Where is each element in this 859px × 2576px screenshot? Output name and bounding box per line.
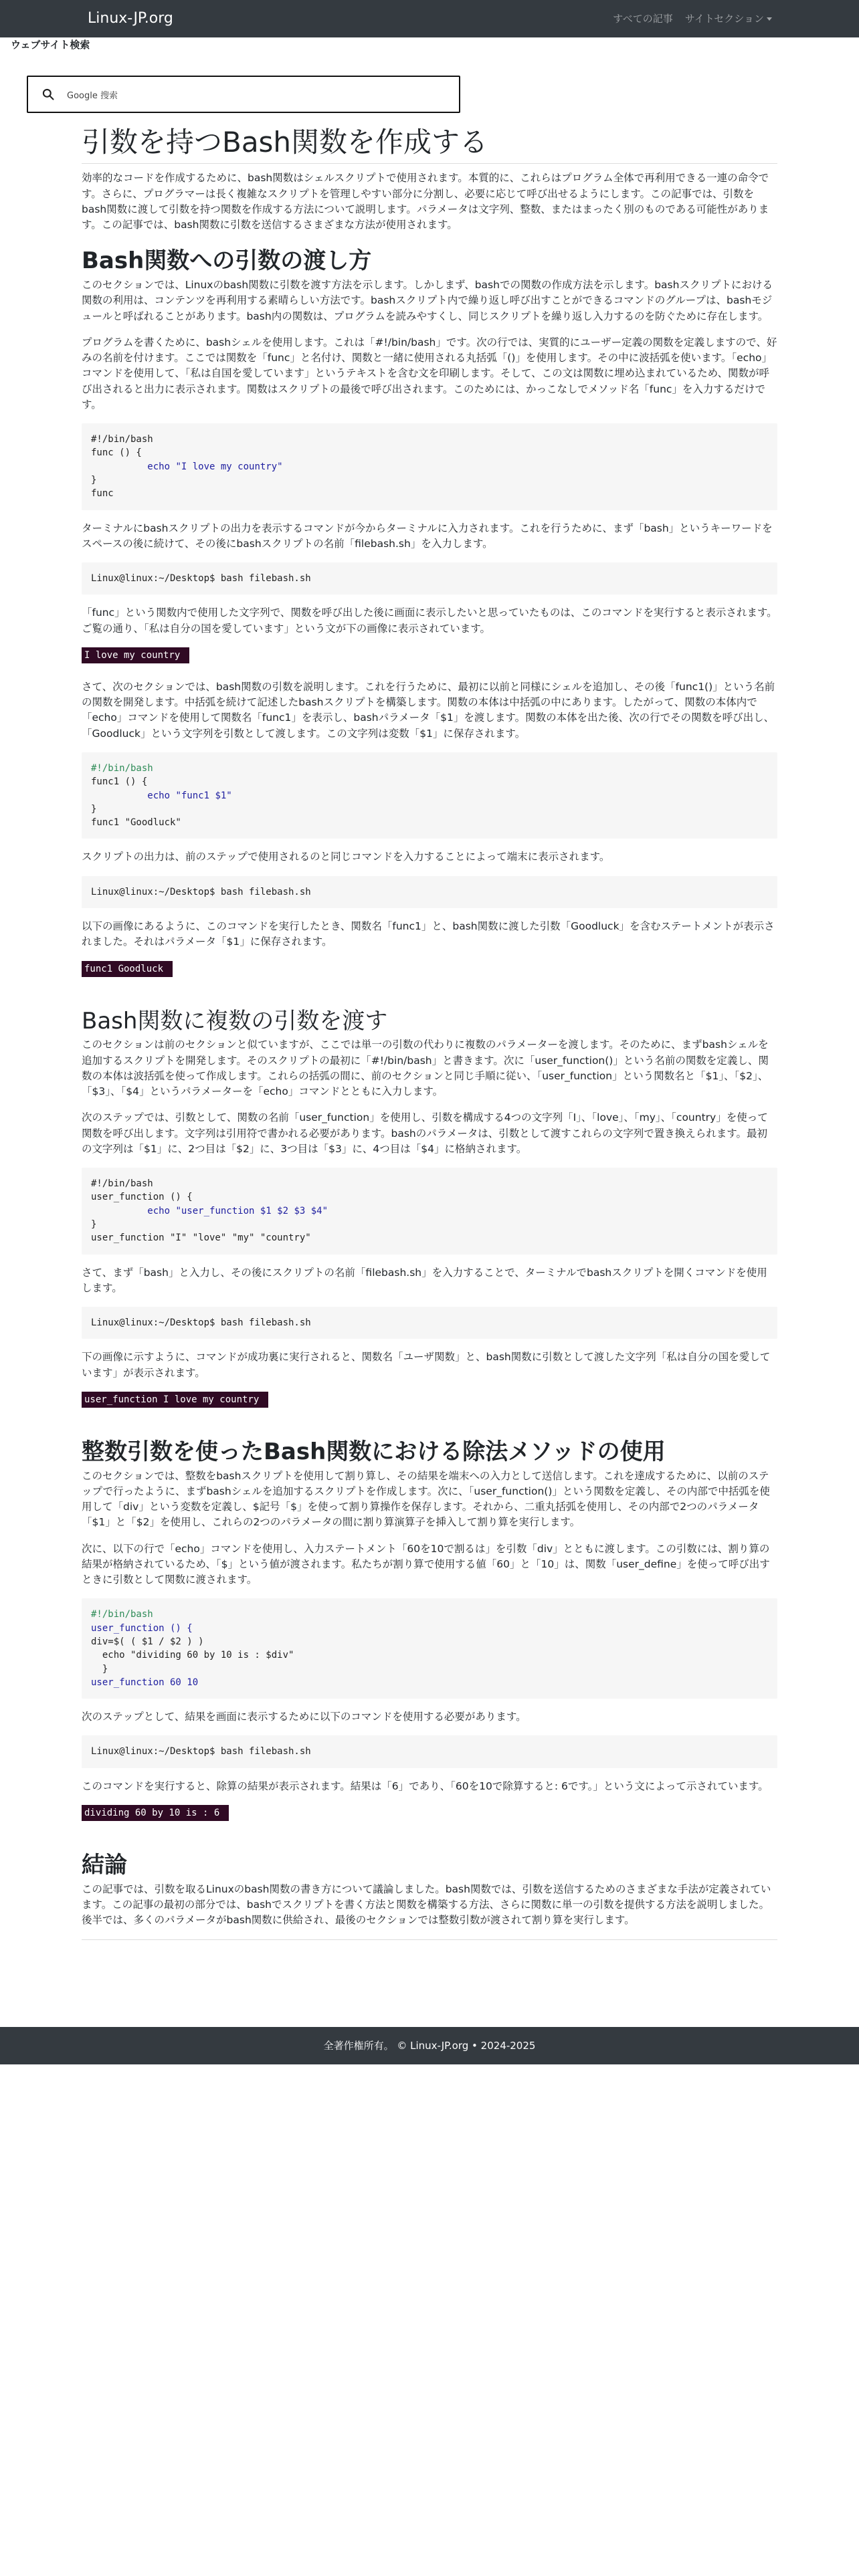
nav-site-section-dropdown[interactable] xyxy=(685,13,772,25)
section-heading: Bash関数に複数の引数を渡す xyxy=(82,1007,388,1035)
terminal-output: dividing 60 by 10 is : 6 xyxy=(82,1805,229,1821)
search-box[interactable] xyxy=(27,76,460,113)
footer: 全著作権所有。 © Linux-JP.org • 2024-2025 xyxy=(0,2027,859,2064)
code-line: func xyxy=(91,488,114,500)
code-line: func1 () { xyxy=(91,776,148,788)
code-line: user_function "I" "love" "my" "country" xyxy=(91,1232,311,1244)
paragraph: このコマンドを実行すると、除算の結果が表示されます。結果は「6」であり、「60を10で除算すると: 6です。」という文によって示されています。 xyxy=(82,1780,769,1792)
section-heading: 整数引数を使ったBash関数における除法メソッドの使用 xyxy=(82,1438,666,1465)
paragraph: 次のステップでは、引数として、関数の名前「user_function」を使用し、引数を構成する4つの文字列「I」、「love」、「my」、「country」を使って関数を呼び出します。文字列は引用符で書かれる必要があります。bashのパラメータは、引数として渡すこれらの文字列で置き換えられます。最初の文字列は「$1」に、2つ目は「$2」に、3つ目は「$3」に、4つ目は「$4」に格納されます。 xyxy=(82,1111,768,1155)
command-block xyxy=(82,1307,777,1339)
code-line: #!/bin/bash xyxy=(91,1178,153,1190)
top-navbar xyxy=(0,0,859,37)
chevron-down-icon xyxy=(767,17,772,21)
paragraph: 以下の画像にあるように、このコマンドを実行したとき、関数名「func1」と、bash関数に渡した引数「Goodluck」を含むステートメントが表示されました。それはパラメータ「$1」に保存されます。 xyxy=(82,920,775,948)
code-block xyxy=(82,423,777,510)
nav-all-articles-link[interactable]: すべての記事 xyxy=(613,13,673,25)
search-section-title: ウェブサイト検索 xyxy=(11,39,90,51)
paragraph: このセクションでは、Linuxのbash関数に引数を渡す方法を示します。しかしまず、bashでの関数の作成方法を示します。bashスクリプトにおける関数の利用は、コンテンツを再利用する素晴らしい方法です。bashスクリプト内で繰り返し呼び出すことができるコマンドのグループは、bashモジュールと呼ばれることがあります。bash内の関数は、プログラムを読みやすくし、同じスクリプトを繰り返し入力するのを防ぐために存在します。 xyxy=(82,279,773,322)
search-input[interactable] xyxy=(66,86,443,106)
paragraph: このセクションでは、整数をbashスクリプトを使用して割り算し、その結果を端末への入力として送信します。これを達成するために、以前のステップで行ったように、まずbashシェルを追加するスクリプトを作成します。次に、「user_function()」という関数を定義し、その内部で中括弧を使用して「div」という変数を定義し、$記号「$」を使って割り算操作を保存します。それから、二重丸括弧を使用し、その内部で2つのパラメータ「$1」と「$2」を使用し、これらの2つのパラメータの間に割り算演算子を挿入して割り算を実行します。 xyxy=(82,1469,770,1529)
terminal-output: user_function I love my country xyxy=(82,1392,268,1408)
code-line: echo "I love my country" xyxy=(147,461,283,472)
code-line: } xyxy=(91,803,97,815)
code-line: } xyxy=(102,1663,108,1675)
section-heading: 結論 xyxy=(82,1851,127,1879)
paragraph: さて、まず「bash」と入力し、その後にスクリプトの名前「filebash.sh」を入力することで、ターミナルでbashスクリプトを開くコマンドを使用します。 xyxy=(82,1266,767,1294)
code-block xyxy=(82,1598,777,1699)
terminal-command: Linux@linux:~/Desktop$ bash filebash.sh xyxy=(91,1317,311,1329)
section-heading: Bash関数への引数の渡し方 xyxy=(82,247,372,275)
terminal-command: Linux@linux:~/Desktop$ bash filebash.sh xyxy=(91,1746,311,1757)
site-brand-link[interactable]: Linux-JP.org xyxy=(88,10,173,27)
terminal-output: I love my country xyxy=(82,647,189,663)
content-divider xyxy=(82,1939,777,1940)
code-line: #!/bin/bash xyxy=(91,762,153,774)
code-line: func1 "Goodluck" xyxy=(91,817,181,829)
code-line: div=$( ( $1 / $2 ) ) xyxy=(91,1636,204,1647)
paragraph: スクリプトの出力は、前のステップで使用されるのと同じコマンドを入力することによって端末に表示されます。 xyxy=(82,851,610,863)
command-block xyxy=(82,876,777,908)
code-line: echo "user_function $1 $2 $3 $4" xyxy=(147,1205,328,1216)
code-line: echo "dividing 60 by 10 is : $div" xyxy=(102,1650,294,1661)
code-line: #!/bin/bash xyxy=(91,434,153,445)
code-line: user_function () { xyxy=(91,1192,193,1203)
code-block xyxy=(82,1168,777,1254)
command-block xyxy=(82,1735,777,1767)
code-line: echo "func1 $1" xyxy=(147,790,232,801)
intro-paragraph: 効率的なコードを作成するために、bash関数はシェルスクリプトで使用されます。本質的に、これらはプログラム全体で再利用できる一連の命令です。さらに、プログラマーは長く複雑なスクリプトを管理しやすい部分に分割し、必要に応じて呼び出せるようにします。この記事では、引数をbash関数に渡して引数を持つ関数を作成する方法について説明します。パラメータは文字列、整数、またはまったく別のものである可能性があります。この記事では、bash関数に引数を送信するさまざまな方法が使用されます。 xyxy=(82,172,769,231)
paragraph: 下の画像に示すように、コマンドが成功裏に実行されると、関数名「ユーザ関数」と、bash関数に引数として渡した文字列「私は自分の国を愛しています」が表示されます。 xyxy=(82,1351,771,1379)
paragraph: この記事では、引数を取るLinuxのbash関数の書き方について議論しました。bash関数では、引数を送信するためのさまざまな手法が定義されています。この記事の最初の部分では、bashでスクリプトを書く方法と関数を構築する方法、さらに関数に単一の引数を提供する方法を説明しました。後半では、多くのパラメータがbash関数に供給され、最後のセクションでは整数引数が渡されて割り算を実行します。 xyxy=(82,1883,771,1927)
search-icon xyxy=(41,88,55,101)
paragraph: さて、次のセクションでは、bash関数の引数を説明します。これを行うために、最初に以前と同様にシェルを追加し、その後「func1()」という名前の関数を開発します。中括弧を続けて記述したbashスクリプトを構築します。関数の本体は中括弧の中にあります。したがって、関数の本体内で「echo」コマンドを使用して関数名「func1」を表示し、bashパラメータ「$1」を渡します。関数の本体を出た後、次の行でその関数を呼び出し、「Goodluck」という文字列を引数として渡します。この文字列は変数「$1」に保存されます。 xyxy=(82,680,775,740)
terminal-command: Linux@linux:~/Desktop$ bash filebash.sh xyxy=(91,573,311,584)
paragraph: このセクションは前のセクションと似ていますが、ここでは単一の引数の代わりに複数のパラメーターを渡します。そのために、まずbashシェルを追加するスクリプトを開発します。そのスクリプトの最初に「#!/bin/bash」と書きます。次に「user_function()」という名前の関数を定義し、関数の本体は波括弧を使って作成します。これらの括弧の間に、前のセクションと同じ手順に従い、「user_function」という関数名と「$1」、「$2」、「$3」、「$4」というパラメーターを「echo」コマンドとともに入力します。 xyxy=(82,1039,769,1098)
code-line: user_function 60 10 xyxy=(91,1677,199,1688)
code-line: user_function () { xyxy=(91,1622,193,1634)
paragraph: 次に、以下の行で「echo」コマンドを使用し、入力ステートメント「60を10で割るは」を引数「div」とともに渡します。この引数には、割り算の結果が格納されているため、「$」という値が渡されます。私たちが割り算で使用する値「60」と「10」は、関数「user_define」を使って呼び出すときに引数として関数に渡されます。 xyxy=(82,1542,770,1586)
article-title: 引数を持つBash関数を作成する xyxy=(82,126,488,158)
nav-links xyxy=(601,11,772,27)
paragraph: ターミナルにbashスクリプトの出力を表示するコマンドが今からターミナルに入力されます。これを行うために、まず「bash」というキーワードをスペースの後に続けて、その後にbashスクリプトの名前「filebash.sh」を入力します。 xyxy=(82,522,773,550)
code-line: } xyxy=(91,1218,97,1230)
terminal-command: Linux@linux:~/Desktop$ bash filebash.sh xyxy=(91,886,311,897)
code-line: func () { xyxy=(91,447,142,459)
command-block xyxy=(82,562,777,595)
code-line: #!/bin/bash xyxy=(91,1609,153,1620)
terminal-output: func1 Goodluck xyxy=(82,961,173,977)
code-line: } xyxy=(91,475,97,486)
paragraph: 次のステップとして、結果を画面に表示するために以下のコマンドを使用する必要があります。 xyxy=(82,1711,527,1723)
title-divider xyxy=(82,163,777,164)
article xyxy=(82,120,777,1947)
paragraph: プログラムを書くために、bashシェルを使用します。これは「#!/bin/bash」です。次の行では、実質的にユーザー定義の関数を定義しますので、好みの名前を付けます。ここでは関数を「func」と名付け、関数と一緒に使用される丸括弧「()」を使用します。その中に波括弧を使います。「echo」コマンドを使用して、「私は自国を愛しています」というテキストを含む文を印刷します。そして、この文は関数に埋め込まれているため、関数が呼び出されると出力に表示されます。関数はスクリプトの最後で呼び出されます。このためには、かっこなしでメソッド名「func」を入力するだけです。 xyxy=(82,336,777,411)
nav-site-section-label: サイトセクション xyxy=(684,13,764,25)
code-block xyxy=(82,752,777,839)
paragraph: 「func」という関数内で使用した文字列で、関数を呼び出した後に画面に表示したいと思っていたものは、このコマンドを実行すると表示されます。ご覧の通り、「私は自分の国を愛しています」という文が下の画像に表示されています。 xyxy=(82,607,777,635)
